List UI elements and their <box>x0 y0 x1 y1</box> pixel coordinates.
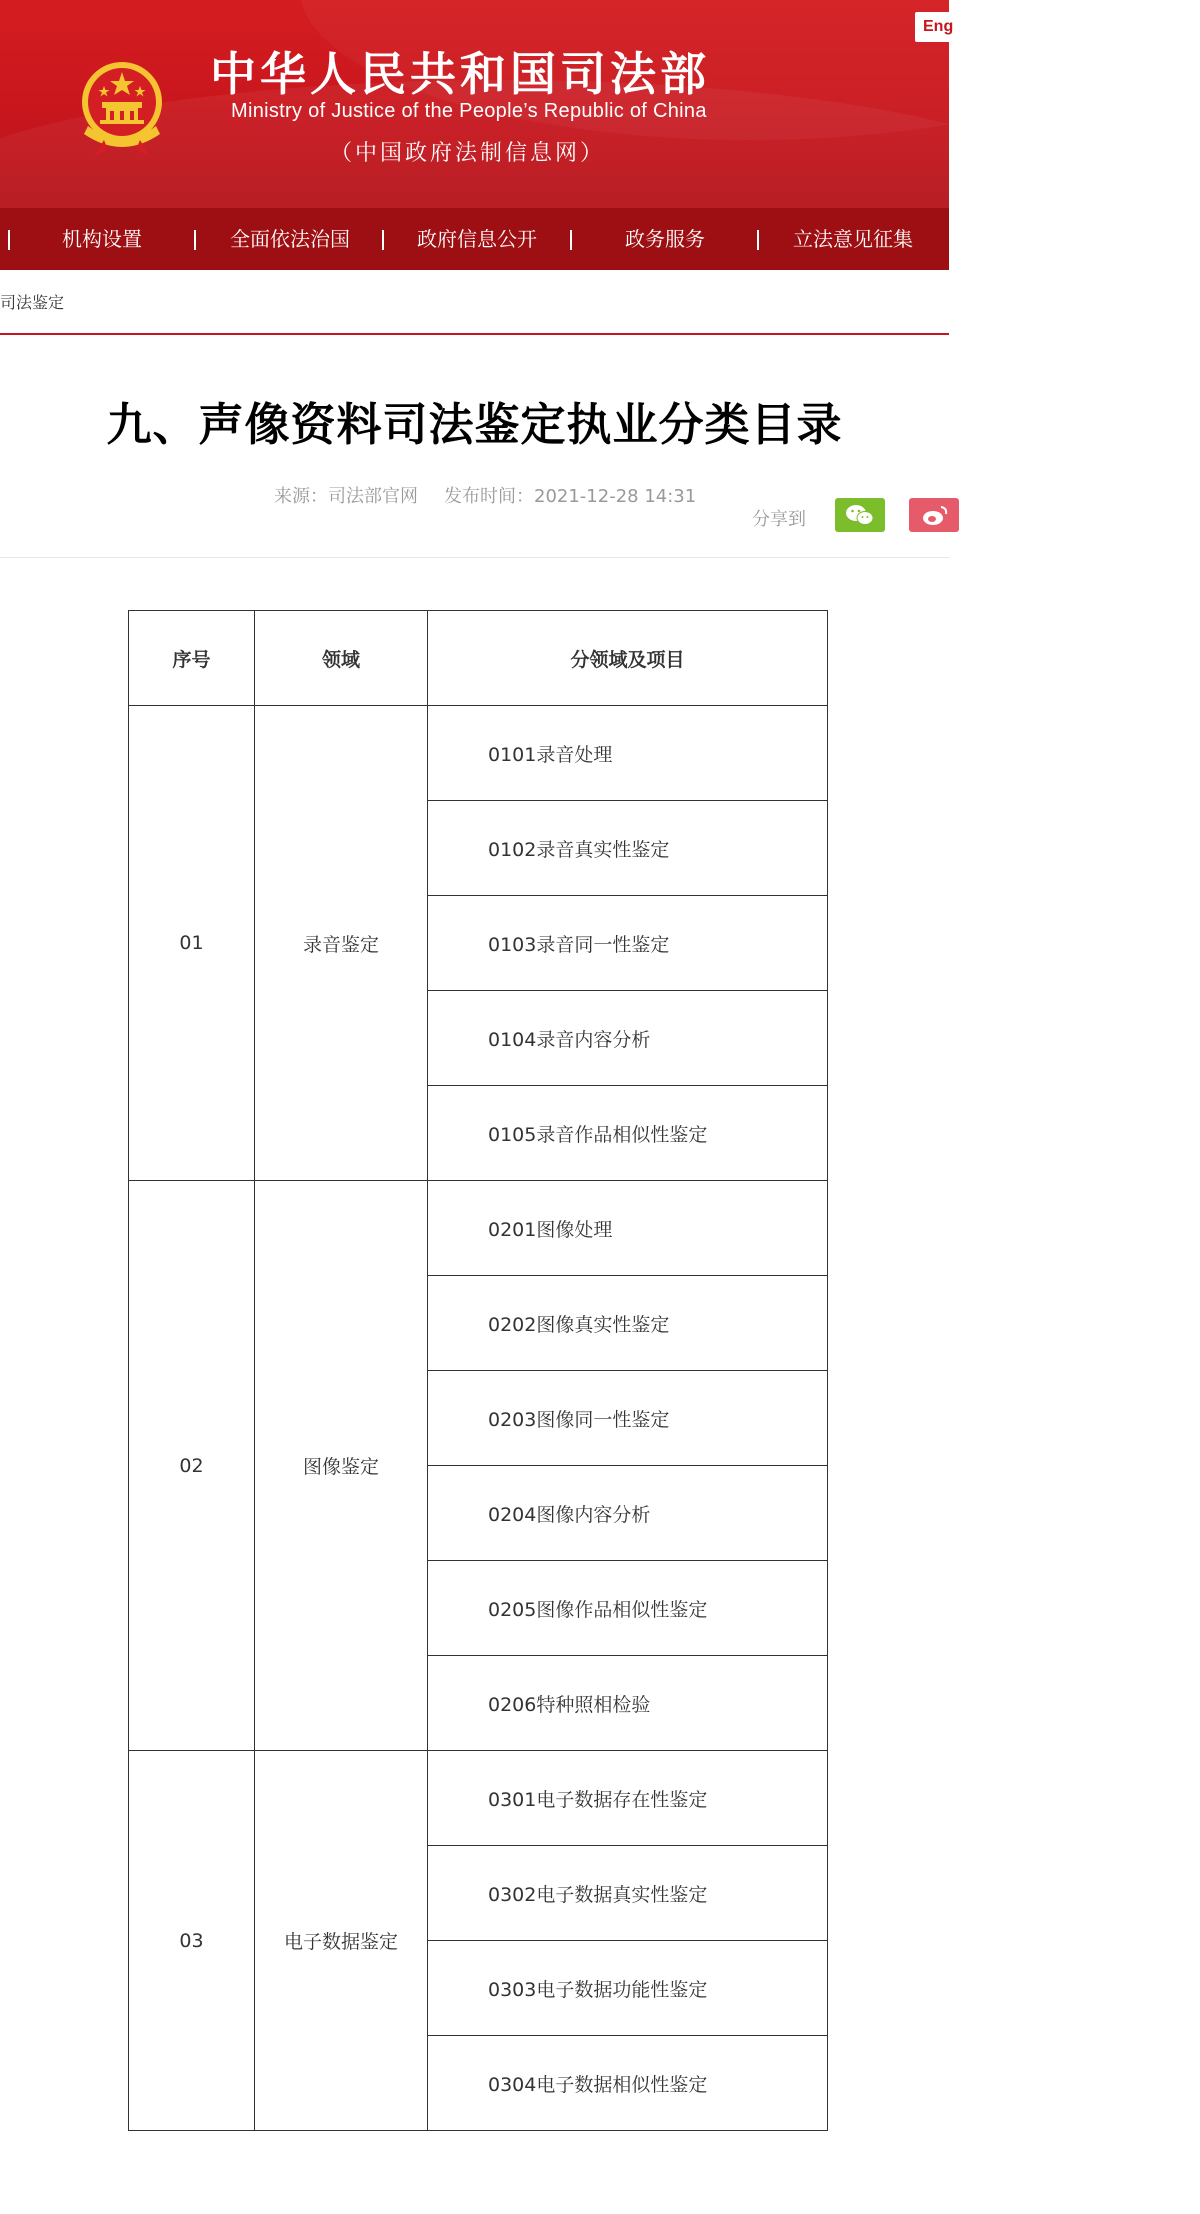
column-header-number: 序号 <box>129 611 255 706</box>
subfield-item: 0103录音同一性鉴定 <box>428 896 828 991</box>
subfield-item: 0105录音作品相似性鉴定 <box>428 1086 828 1181</box>
nav-separator <box>382 230 384 250</box>
subfield-item: 0304电子数据相似性鉴定 <box>428 2036 828 2131</box>
group-field: 电子数据鉴定 <box>255 1751 428 2131</box>
nav-item-organization[interactable]: 机构设置 <box>62 227 142 251</box>
group-number: 03 <box>129 1751 255 2131</box>
subfield-item: 0206特种照相检验 <box>428 1656 828 1751</box>
subfield-item: 0102录音真实性鉴定 <box>428 801 828 896</box>
subfield-item: 0203图像同一性鉴定 <box>428 1371 828 1466</box>
table-row <box>129 1751 828 1846</box>
nav-item-services[interactable]: 政务服务 <box>625 227 705 251</box>
nav-separator <box>8 230 10 250</box>
group-number: 02 <box>129 1181 255 1751</box>
site-title[interactable]: 中华人民共和国司法部 <box>210 47 710 101</box>
share-weibo-button[interactable] <box>909 498 959 532</box>
breadcrumb-divider <box>0 333 949 335</box>
page-title: 九、声像资料司法鉴定执业分类目录 <box>106 398 843 451</box>
subfield-item: 0202图像真实性鉴定 <box>428 1276 828 1371</box>
breadcrumb[interactable]: 司法鉴定 <box>0 293 65 312</box>
table-header-row <box>129 611 828 706</box>
nav-separator <box>194 230 196 250</box>
group-field: 图像鉴定 <box>255 1181 428 1751</box>
nav-separator <box>570 230 572 250</box>
subfield-item: 0301电子数据存在性鉴定 <box>428 1751 828 1846</box>
site-header <box>0 0 954 208</box>
subfield-item: 0303电子数据功能性鉴定 <box>428 1941 828 2036</box>
subfield-item: 0101录音处理 <box>428 706 828 801</box>
share-wechat-button[interactable] <box>835 498 885 532</box>
article-source: 来源：司法部官网 <box>274 486 418 507</box>
group-field: 录音鉴定 <box>255 706 428 1181</box>
english-version-button[interactable]: Eng <box>915 12 955 42</box>
subfield-item: 0204图像内容分析 <box>428 1466 828 1561</box>
nav-item-gov-info[interactable]: 政府信息公开 <box>417 227 537 251</box>
nav-item-rule-of-law[interactable]: 全面依法治国 <box>230 227 350 251</box>
table-row <box>129 706 828 801</box>
subfield-item: 0205图像作品相似性鉴定 <box>428 1561 828 1656</box>
share-label: 分享到 <box>752 509 806 530</box>
national-emblem-icon[interactable] <box>74 56 170 160</box>
header-divider <box>0 557 949 558</box>
article-publish-time: 发布时间：2021-12-28 14:31 <box>444 486 697 507</box>
nav-item-legislation[interactable]: 立法意见征集 <box>793 227 913 251</box>
site-subtitle: （中国政府法制信息网） <box>330 141 606 166</box>
wechat-icon <box>835 498 885 532</box>
subfield-item: 0104录音内容分析 <box>428 991 828 1086</box>
column-header-subfield: 分领域及项目 <box>428 611 828 706</box>
classification-table <box>128 610 828 2131</box>
site-title-english: Ministry of Justice of the People’s Republic of China <box>231 100 707 122</box>
subfield-item: 0302电子数据真实性鉴定 <box>428 1846 828 1941</box>
main-nav <box>0 208 949 270</box>
group-number: 01 <box>129 706 255 1181</box>
subfield-item: 0201图像处理 <box>428 1181 828 1276</box>
table-row <box>129 1181 828 1276</box>
nav-separator <box>757 230 759 250</box>
column-header-field: 领域 <box>255 611 428 706</box>
weibo-icon <box>909 498 959 532</box>
